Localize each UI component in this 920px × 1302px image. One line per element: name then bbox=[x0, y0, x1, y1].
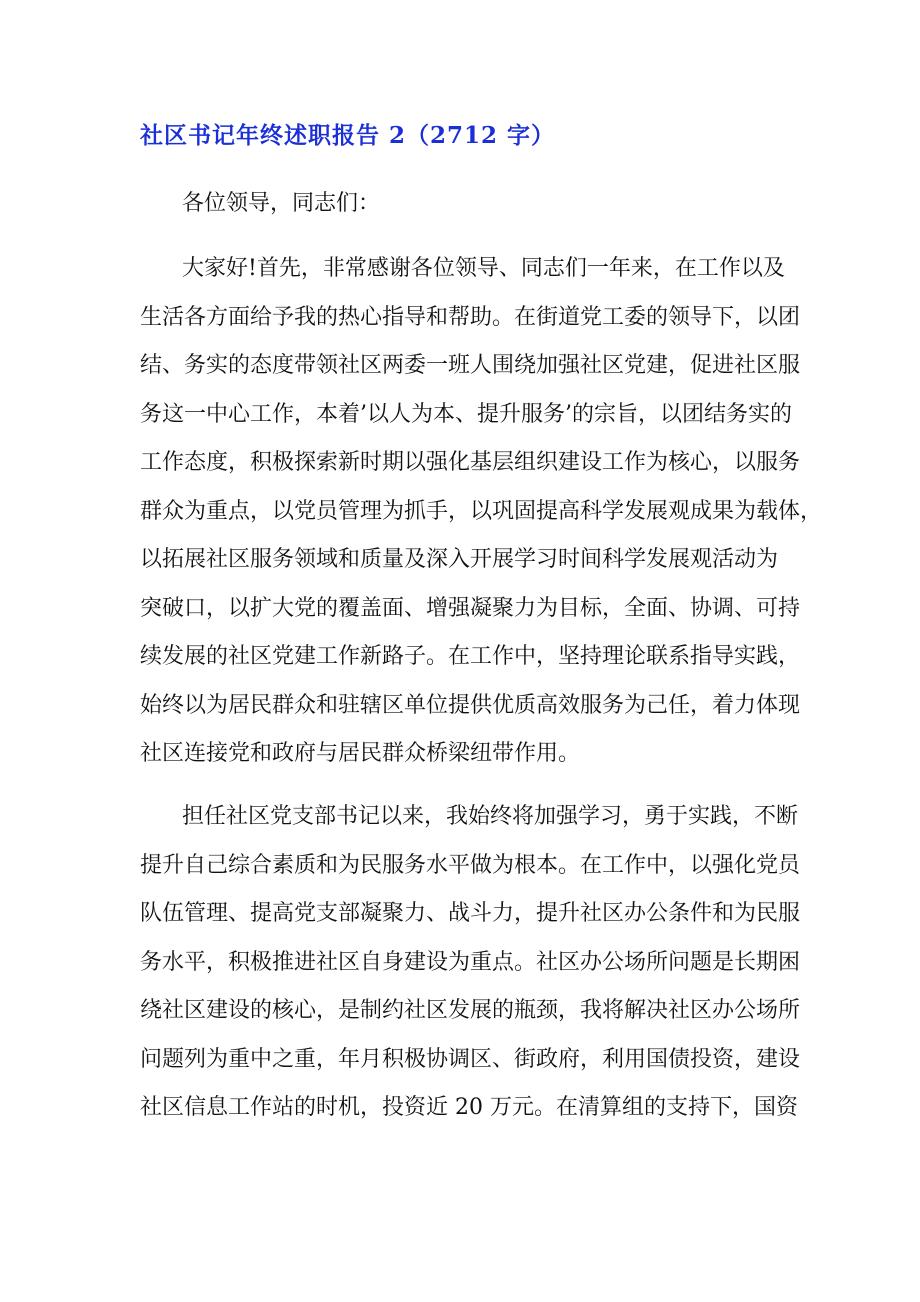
paragraph-line: 绕社区建设的核心，是制约社区发展的瓶颈，我将解决社区办公场所 bbox=[140, 998, 801, 1023]
paragraph-1 bbox=[140, 245, 823, 779]
paragraph-line: 生活各方面给予我的热心指导和帮助。在街道党工委的领导下，以团 bbox=[140, 304, 801, 330]
paragraph-line: 始终以为居民群众和驻辖区单位提供优质高效服务为己任，着力体现 bbox=[140, 692, 801, 718]
paragraph-line: 务水平，积极推进社区自身建设为重点。社区办公场所问题是长期困 bbox=[140, 949, 801, 975]
paragraph-line: 队伍管理、提高党支部凝聚力、战斗力，提升社区办公条件和为民服 bbox=[140, 901, 801, 926]
paragraph-line: 结、务实的态度带领社区两委一班人围绕加强社区党建，促进社区服 bbox=[140, 353, 801, 378]
document-title: 社区书记年终述职报告 2（2712 字） bbox=[140, 122, 556, 149]
paragraph-line: 续发展的社区党建工作新路子。在工作中，坚持理论联系指导实践， bbox=[140, 644, 801, 669]
greeting-line: 各位领导，同志们： bbox=[182, 191, 381, 216]
paragraph-line: 大家好!首先，非常感谢各位领导、同志们一年来，在工作以及 bbox=[182, 256, 785, 281]
paragraph-line: 社区连接党和政府与居民群众桥梁纽带作用。 bbox=[140, 741, 581, 766]
paragraph-line: 务这一中心工作，本着’以人为本、提升服务’的宗旨，以团结务实的 bbox=[140, 401, 792, 427]
paragraph-line: 提升自己综合素质和为民服务水平做为根本。在工作中，以强化党员 bbox=[140, 852, 801, 878]
paragraph-line: 工作态度，积极探索新时期以强化基层组织建设工作为核心，以服务 bbox=[140, 450, 801, 475]
paragraph-line: 群众为重点，以党员管理为抓手，以巩固提高科学发展观成果为载体， bbox=[140, 498, 823, 524]
paragraph-line: 突破口，以扩大党的覆盖面、增强凝聚力为目标，全面、协调、可持 bbox=[140, 595, 801, 621]
paragraph-line: 担任社区党支部书记以来，我始终将加强学习，勇于实践，不断 bbox=[182, 804, 799, 829]
greeting bbox=[140, 180, 780, 229]
paragraph-2 bbox=[140, 793, 801, 1133]
paragraph-line: 社区信息工作站的时机，投资近 20 万元。在清算组的支持下，国资 bbox=[140, 1095, 798, 1120]
paragraph-line: 问题列为重中之重，年月积极协调区、街政府，利用国债投资，建设 bbox=[140, 1046, 801, 1072]
paragraph-line: 以拓展社区服务领域和质量及深入开展学习时间科学发展观活动为 bbox=[140, 547, 779, 572]
